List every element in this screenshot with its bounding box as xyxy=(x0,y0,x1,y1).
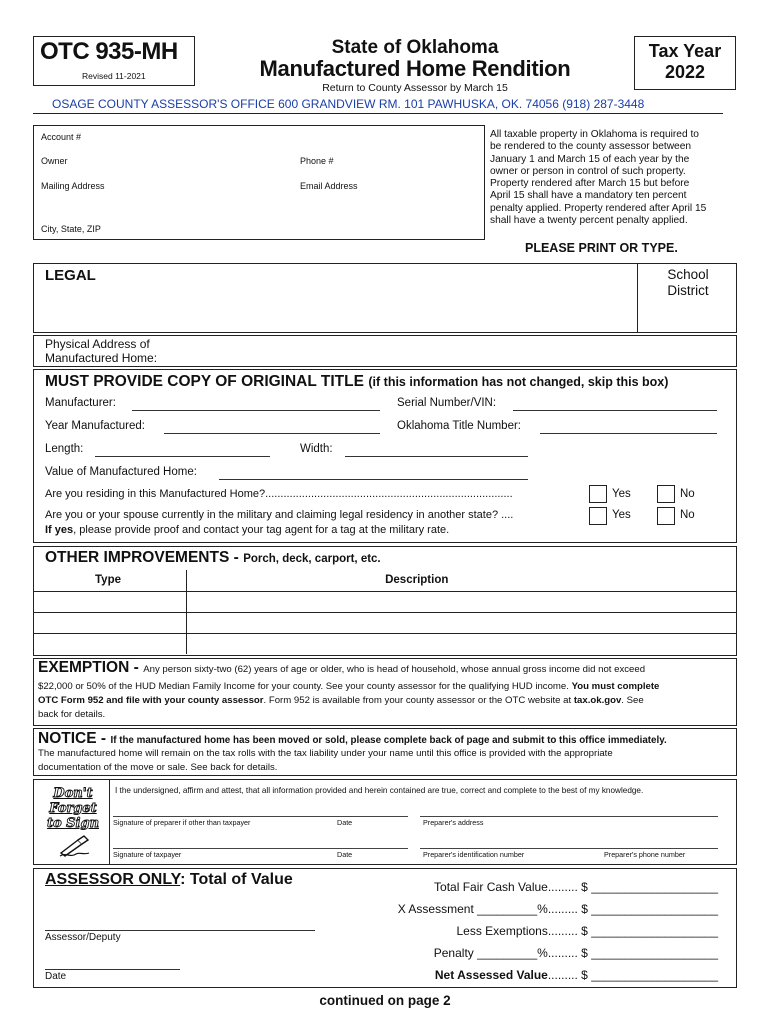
city-label[interactable]: City, State, ZIP xyxy=(41,224,101,234)
residing-yes-checkbox[interactable] xyxy=(589,485,607,503)
deputy-label: Assessor/Deputy xyxy=(45,932,121,943)
page-title: Manufactured Home Rendition xyxy=(259,56,571,81)
district-label: District xyxy=(667,283,709,298)
desc-cell[interactable] xyxy=(186,612,737,633)
table-row[interactable] xyxy=(33,591,737,612)
year-field[interactable] xyxy=(164,420,380,434)
form-number: OTC 935-MH xyxy=(40,38,178,65)
taxpayer-sig-line[interactable] xyxy=(113,848,408,849)
exemption-text-3: . Form 952 is available from your county assessor or the OTC website at xyxy=(263,695,572,706)
type-cell[interactable] xyxy=(33,633,186,654)
physical-label-1: Physical Address of xyxy=(45,337,150,351)
exemption-see: . See xyxy=(621,695,644,706)
preparer-addr-label: Preparer's address xyxy=(423,818,484,827)
legal-label: LEGAL xyxy=(45,267,96,284)
residing-no-label: No xyxy=(680,488,695,500)
office-line: OSAGE COUNTY ASSESSOR'S OFFICE 600 GRANDVIEW RM. 101 PAWHUSKA, OK. 74056 (918) 287-3448 xyxy=(52,97,645,111)
exemption-text-2: $22,000 or 50% of the HUD Median Family Income for your county. See your county assessor for the qualifying HUD income. xyxy=(38,681,569,692)
date-label-1: Date xyxy=(337,818,353,827)
notice-line: January 1 and March 15 of each year by the xyxy=(490,153,690,165)
if-yes-rest: , please provide proof and contact your tag agent for a tag at the military rate. xyxy=(73,524,450,536)
return-to: Return to County Assessor by March 15 xyxy=(322,82,508,94)
signature-divider xyxy=(109,779,110,865)
notice-line: April 15 shall have a mandatory ten percent xyxy=(490,190,687,202)
assessor-date-line[interactable] xyxy=(45,969,180,970)
tax-year-label: Tax Year xyxy=(648,41,722,61)
owner-label[interactable]: Owner xyxy=(41,156,68,166)
net-assessed-row[interactable] xyxy=(435,968,718,982)
table-row[interactable] xyxy=(33,612,737,633)
title-heading-note: (if this information has not changed, skip this box) xyxy=(368,375,669,389)
account-label[interactable]: Account # xyxy=(41,132,82,142)
type-cell[interactable] xyxy=(33,591,186,612)
table-row[interactable] xyxy=(33,633,737,654)
residing-no-checkbox[interactable] xyxy=(657,485,675,503)
preparer-addr-line[interactable] xyxy=(420,816,718,817)
school-label: School xyxy=(667,267,709,282)
military-no-checkbox[interactable] xyxy=(657,507,675,525)
exemption-text-1: Any person sixty-two (62) years of age or older, who is head of household, whose annual gross income did not exceed xyxy=(143,664,646,675)
desc-cell[interactable] xyxy=(186,591,737,612)
tax-year: 2022 xyxy=(664,62,706,82)
deputy-line[interactable] xyxy=(45,930,315,931)
dont-text: Don't xyxy=(53,786,93,801)
notice-line-3: documentation of the move or sale. See back for details. xyxy=(38,762,278,773)
state-title: State of Oklahoma xyxy=(331,37,499,58)
exemption-line-4: back for details. xyxy=(38,709,106,720)
preparer-id-line[interactable] xyxy=(420,848,718,849)
ok-title-field[interactable] xyxy=(540,420,717,434)
assessor-heading xyxy=(45,871,293,889)
residing-yes-label: Yes xyxy=(612,488,631,500)
value-label: Value of Manufactured Home: xyxy=(45,466,197,478)
legal-box[interactable] xyxy=(33,263,737,333)
title-heading-main: MUST PROVIDE COPY OF ORIGINAL TITLE xyxy=(45,373,364,390)
col-desc-header xyxy=(186,570,737,591)
col-desc-label: Description xyxy=(385,574,449,587)
year-label: Year Manufactured: xyxy=(45,420,145,432)
manufacturer-field[interactable] xyxy=(132,397,380,411)
total-fair-cash-row[interactable]: Total Fair Cash Value......... $ ___________________ xyxy=(434,880,718,894)
exemption-form-952: OTC Form 952 and file with your county assessor xyxy=(38,695,264,706)
value-field[interactable] xyxy=(219,466,528,480)
exemption-line-1 xyxy=(38,659,645,677)
continued-footer: continued on page 2 xyxy=(319,993,451,1008)
desc-cell[interactable] xyxy=(186,633,737,654)
title-heading xyxy=(45,373,668,391)
military-yes-checkbox[interactable] xyxy=(589,507,607,525)
affirm-text: I the undersigned, affirm and attest, that all information provided and herein contained are true, correct and complete to the best of my knowledge. xyxy=(115,786,644,795)
pen-signing-icon xyxy=(58,834,92,858)
preparer-id-label: Preparer's identification number xyxy=(423,850,525,859)
date-label-2: Date xyxy=(337,850,353,859)
military-question: Are you or your spouse currently in the military and claiming legal residency in another state? .... xyxy=(45,509,514,521)
notice-line-1 xyxy=(38,730,667,748)
net-assessed-label: Net Assessed Value xyxy=(434,968,548,982)
military-yes-label: Yes xyxy=(612,509,631,521)
please-print: PLEASE PRINT OR TYPE. xyxy=(525,241,678,255)
preparer-phone-label: Preparer's phone number xyxy=(604,850,686,859)
school-divider xyxy=(637,263,638,333)
width-field[interactable] xyxy=(345,443,528,457)
notice-bold-text: If the manufactured home has been moved or sold, please complete back of page and submit to this office immediately. xyxy=(110,735,667,746)
forget-text: Forget xyxy=(49,801,97,816)
improvements-subtitle: Porch, deck, carport, etc. xyxy=(243,553,381,565)
residing-question: Are you residing in this Manufactured Home?................................................................................. xyxy=(45,488,513,500)
if-yes-text xyxy=(45,524,449,536)
col-type-label: Type xyxy=(95,574,121,587)
exemption-line-2 xyxy=(38,681,659,692)
exemption-must: You must complete xyxy=(571,681,660,692)
less-exemptions-row[interactable]: Less Exemptions......... $ ___________________ xyxy=(456,924,718,938)
revised-date: Revised 11-2021 xyxy=(82,71,146,81)
x-assessment-row[interactable]: X Assessment _________%......... $ ___________________ xyxy=(397,902,718,916)
length-label: Length: xyxy=(45,443,84,455)
serial-label: Serial Number/VIN: xyxy=(397,397,497,409)
serial-field[interactable] xyxy=(513,397,717,411)
manufacturer-label: Manufacturer: xyxy=(45,397,116,409)
notice-line: Property rendered after March 15 but before xyxy=(490,178,690,190)
total-of-value: : Total of Value xyxy=(180,871,293,888)
to-sign-text: to Sign xyxy=(46,816,100,831)
tax-year-box xyxy=(634,36,736,90)
exemption-line-3 xyxy=(38,695,644,706)
notice-heading: NOTICE - xyxy=(38,730,107,747)
net-assessed-line: ......... $ ___________________ xyxy=(547,968,718,982)
length-field[interactable] xyxy=(95,443,270,457)
notice-line: All taxable property in Oklahoma is required to xyxy=(490,129,699,140)
type-cell[interactable] xyxy=(33,612,186,633)
improvements-heading xyxy=(45,549,381,567)
assessor-date-label: Date xyxy=(45,971,67,982)
if-yes-bold: If yes xyxy=(45,524,74,536)
dont-forget-reminder xyxy=(42,786,104,831)
improvements-title: OTHER IMPROVEMENTS - xyxy=(45,549,239,566)
rendition-notice xyxy=(490,129,740,227)
exemption-heading: EXEMPTION - xyxy=(38,659,139,676)
ok-title-label: Oklahoma Title Number: xyxy=(397,420,521,432)
notice-line: penalty applied. Property rendered after April 15 xyxy=(490,202,707,214)
penalty-row[interactable]: Penalty _________%......... $ ___________________ xyxy=(433,946,718,960)
improvements-table xyxy=(33,570,737,654)
military-no-label: No xyxy=(680,509,695,521)
phone-label[interactable]: Phone # xyxy=(300,156,334,166)
preparer-sig-line[interactable] xyxy=(113,816,408,817)
website-link[interactable]: tax.ok.gov xyxy=(573,695,622,706)
notice-line: owner or person in control of such property. xyxy=(490,165,686,177)
width-label: Width: xyxy=(300,443,333,455)
notice-line: shall have a twenty percent penalty applied. xyxy=(490,215,688,227)
assessor-only: ASSESSOR ONLY xyxy=(45,871,181,888)
email-label[interactable]: Email Address xyxy=(300,181,358,191)
office-underline xyxy=(33,113,723,114)
notice-line: be rendered to the county assessor between xyxy=(490,141,692,153)
mailing-label[interactable]: Mailing Address xyxy=(41,181,105,191)
physical-label-2: Manufactured Home: xyxy=(45,351,158,365)
taxpayer-sig-label: Signature of taxpayer xyxy=(113,850,182,859)
col-type-header xyxy=(33,570,186,591)
notice-line-2: The manufactured home will remain on the tax rolls with the tax liability under your name until this office is provided with the appropriate xyxy=(38,748,613,759)
preparer-sig-label: Signature of preparer if other than taxpayer xyxy=(113,818,251,827)
